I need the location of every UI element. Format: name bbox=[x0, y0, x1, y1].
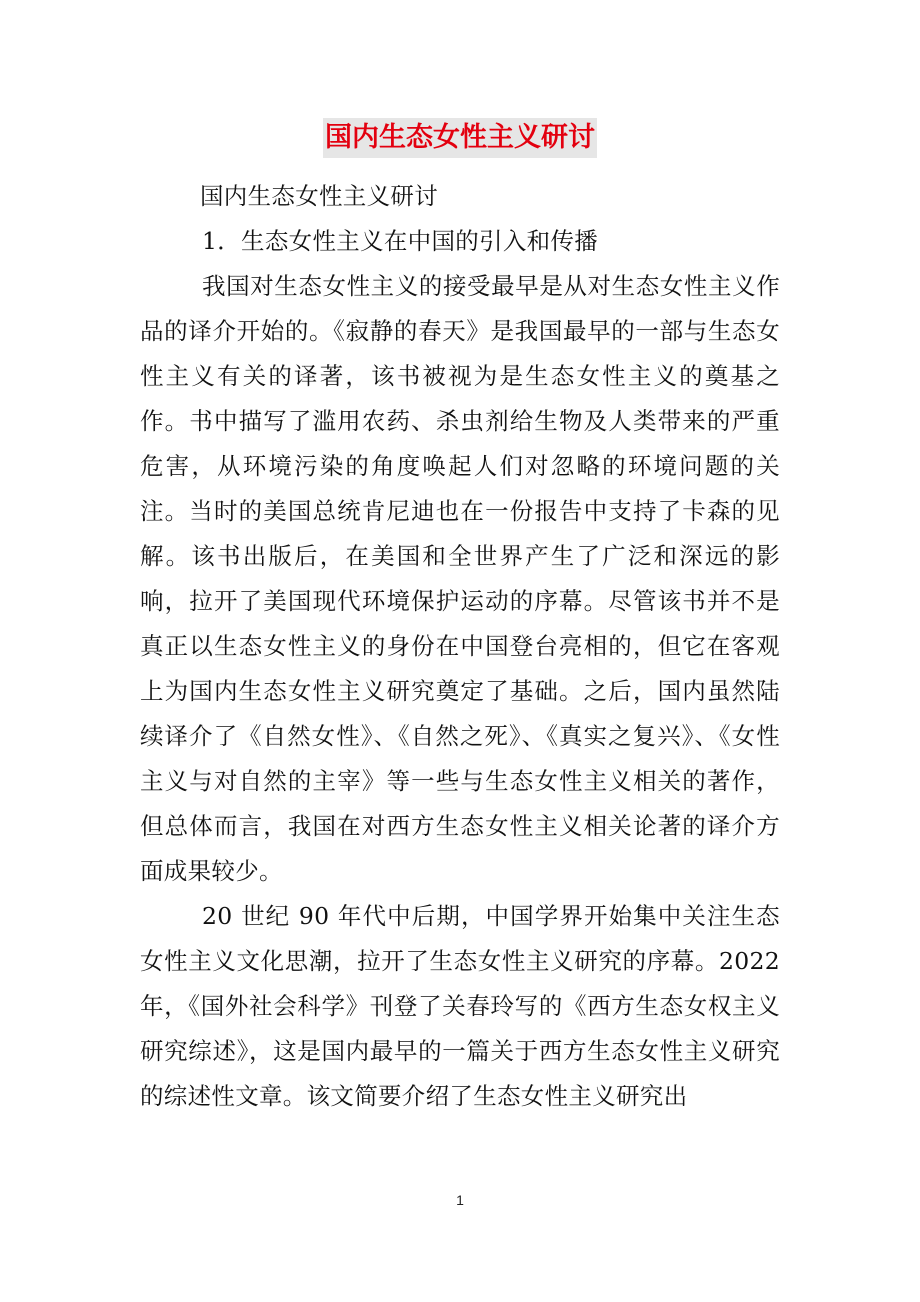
document-title bbox=[0, 116, 920, 158]
page-number: 1 bbox=[456, 1192, 464, 1208]
document-body bbox=[140, 174, 780, 1119]
subtitle: 国内生态女性主义研讨 bbox=[200, 182, 438, 210]
paragraph-1: 我国对生态女性主义的接受最早是从对生态女性主义作品的译介开始的。《寂静的春天》是我国最早的一部与生态女性主义有关的译著，该书被视为是生态女性主义的奠基之作。书中描写了滥用农药、杀虫剂给生物及人类带来的严重危害，从环境污染的角度唤起人们对忽略的环境问题的关注。当时的美国总统肯尼迪也在一份报告中支持了卡森的见解。该书出版后，在美国和全世界产生了广泛和深远的影响，拉开了美国现代环境保护运动的序幕。尽管该书并不是真正以生态女性主义的身份在中国登台亮相的，但它在客观上为国内生态女性主义研究奠定了基础。之后，国内虽然陆续译介了《自然女性》、《自然之死》、《真实之复兴》、《女性主义与对自然的主宰》等一些与生态女性主义相关的著作，但总体而言，我国在对西方生态女性主义相关论著的译介方面成果较少。 bbox=[140, 272, 780, 885]
section-heading: 1．生态女性主义在中国的引入和传播 bbox=[202, 227, 599, 255]
document-title-text: 国内生态女性主义研讨 bbox=[323, 118, 597, 158]
paragraph-2: 20 世纪 90 年代中后期，中国学界开始集中关注生态女性主义文化思潮，拉开了生态女性主义研究的序幕。2022 年，《国外社会科学》刊登了关春玲写的《西方生态女权主义研究综述》，这是国内最早的一篇关于西方生态女性主义研究的综述性文章。该文简要介绍了生态女性主义研究出 bbox=[140, 902, 780, 1110]
